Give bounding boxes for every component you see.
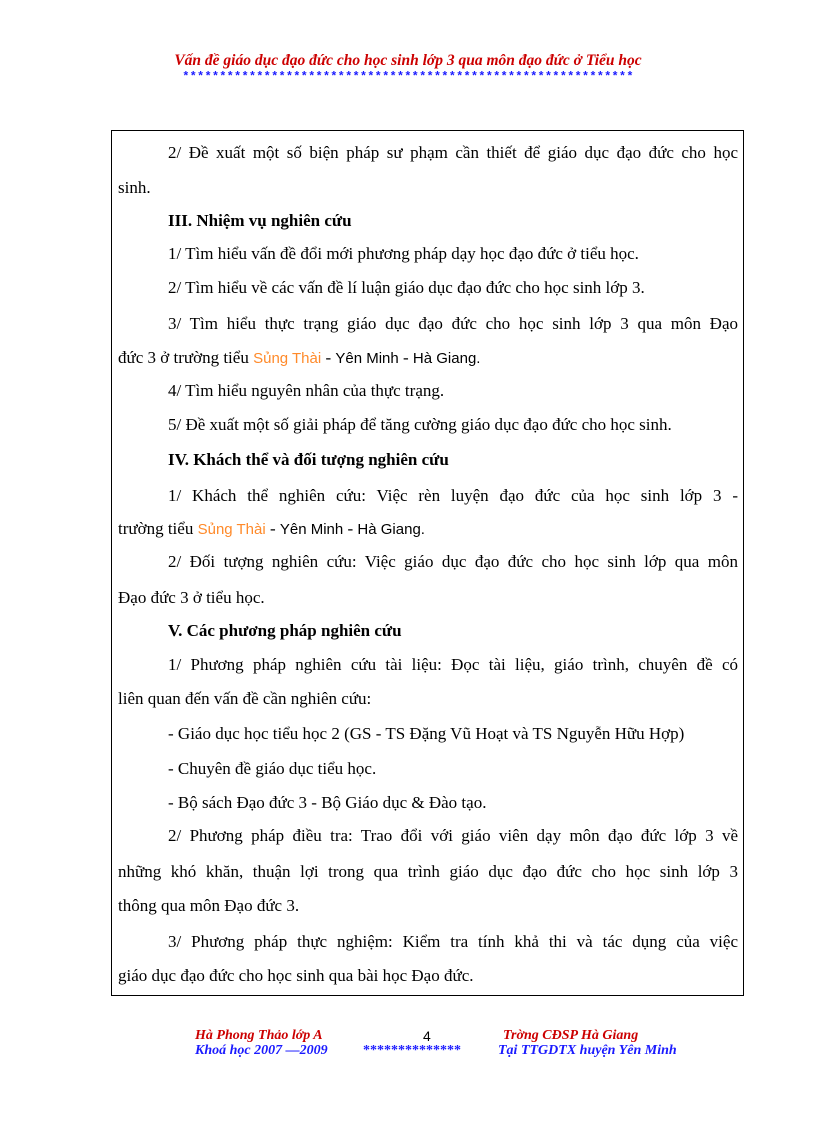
paragraph-line: giáo dục đạo đức cho học sinh qua bài học Đạo đức. [118, 966, 474, 985]
paragraph-line: thông qua môn Đạo đức 3. [118, 896, 300, 915]
section-heading-iii: III. Nhiệm vụ nghiên cứu [168, 211, 352, 230]
paragraph-line: 3/ Tìm hiểu thực trạng giáo dục đạo đức cho học sinh lớp 3 qua môn Đạo [168, 314, 738, 333]
paragraph-line: 2/ Tìm hiểu về các vấn đề lí luận giáo dục đạo đức cho học sinh lớp 3. [168, 278, 645, 297]
section-heading-iv: IV. Khách thể và đối tượng nghiên cứu [168, 450, 449, 469]
footer-star-rule: ************** [363, 1043, 461, 1058]
text-segment: đức 3 ở trường tiểu [118, 348, 249, 367]
paragraph-line-with-place [118, 348, 480, 369]
list-item: - Chuyên đề giáo dục tiểu học. [168, 759, 377, 778]
paragraph-line-with-place [118, 519, 425, 540]
header-star-rule: ************************************************************* [182, 70, 634, 84]
text-segment: Hà Giang. [357, 521, 425, 538]
paragraph-line: những khó khăn, thuận lợi trong qua trình giáo dục đạo đức cho học sinh lớp 3 [118, 862, 738, 881]
list-item: - Bộ sách Đạo đức 3 - Bộ Giáo dục & Đào tạo. [168, 793, 487, 812]
text-segment: - [265, 519, 280, 538]
paragraph-line: 1/ Tìm hiểu vấn đề đổi mới phương pháp dạy học đạo đức ở tiểu học. [168, 244, 639, 263]
footer-author: Hà Phong Thảo lớp A [195, 1028, 323, 1043]
paragraph-line: Đạo đức 3 ở tiểu học. [118, 588, 265, 607]
footer-place: Tại TTGDTX huyện Yên Minh [498, 1043, 677, 1058]
text-segment: Yên Minh [335, 350, 399, 367]
text-segment: - [321, 348, 336, 367]
text-segment: trường tiểu [118, 519, 194, 538]
text-segment: Yên Minh [279, 521, 344, 538]
list-item: - Giáo dục học tiểu học 2 (GS - TS Đặng Vũ Hoạt và TS Nguyễn Hữu Hợp) [168, 724, 685, 743]
paragraph-line: 4/ Tìm hiểu nguyên nhân của thực trạng. [168, 381, 445, 400]
footer-school: Trờng CĐSP Hà Giang [503, 1028, 639, 1043]
footer-course: Khoá học 2007 —2009 [195, 1043, 328, 1058]
paragraph-line: sinh. [118, 178, 151, 197]
paragraph-line: 3/ Phương pháp thực nghiệm: Kiểm tra tính khả thi và tác dụng của việc [168, 932, 738, 951]
place-name-highlight: Sủng Thài [197, 521, 266, 538]
text-segment: - [398, 348, 413, 367]
document-header-title: Vấn đề giáo dục đạo đức cho học sinh lớp 3 qua môn đạo đức ở Tiểu học [174, 52, 642, 69]
page-number: 4 [423, 1028, 431, 1044]
text-segment: - [343, 519, 358, 538]
paragraph-line: 1/ Khách thể nghiên cứu: Việc rèn luyện đạo đức của học sinh lớp 3 - [168, 486, 738, 505]
paragraph-line: 1/ Phương pháp nghiên cứu tài liệu: Đọc tài liệu, giáo trình, chuyên đề có [168, 655, 738, 674]
paragraph-line: 2/ Phương pháp điều tra: Trao đổi với giáo viên dạy môn đạo đức lớp 3 về [168, 826, 738, 845]
text-segment: Hà Giang. [412, 350, 481, 367]
paragraph-line: liên quan đến vấn đề cần nghiên cứu: [118, 689, 372, 708]
paragraph-line: 2/ Đề xuất một số biện pháp sư phạm cần thiết để giáo dục đạo đức cho học [168, 143, 738, 162]
paragraph-line: 2/ Đối tượng nghiên cứu: Việc giáo dục đạo đức cho học sinh lớp qua môn [168, 552, 738, 571]
paragraph-line: 5/ Đề xuất một số giải pháp để tăng cường giáo dục đạo đức cho học sinh. [168, 415, 672, 434]
section-heading-v: V. Các phương pháp nghiên cứu [168, 621, 402, 640]
place-name-highlight: Sủng Thài [253, 350, 322, 367]
